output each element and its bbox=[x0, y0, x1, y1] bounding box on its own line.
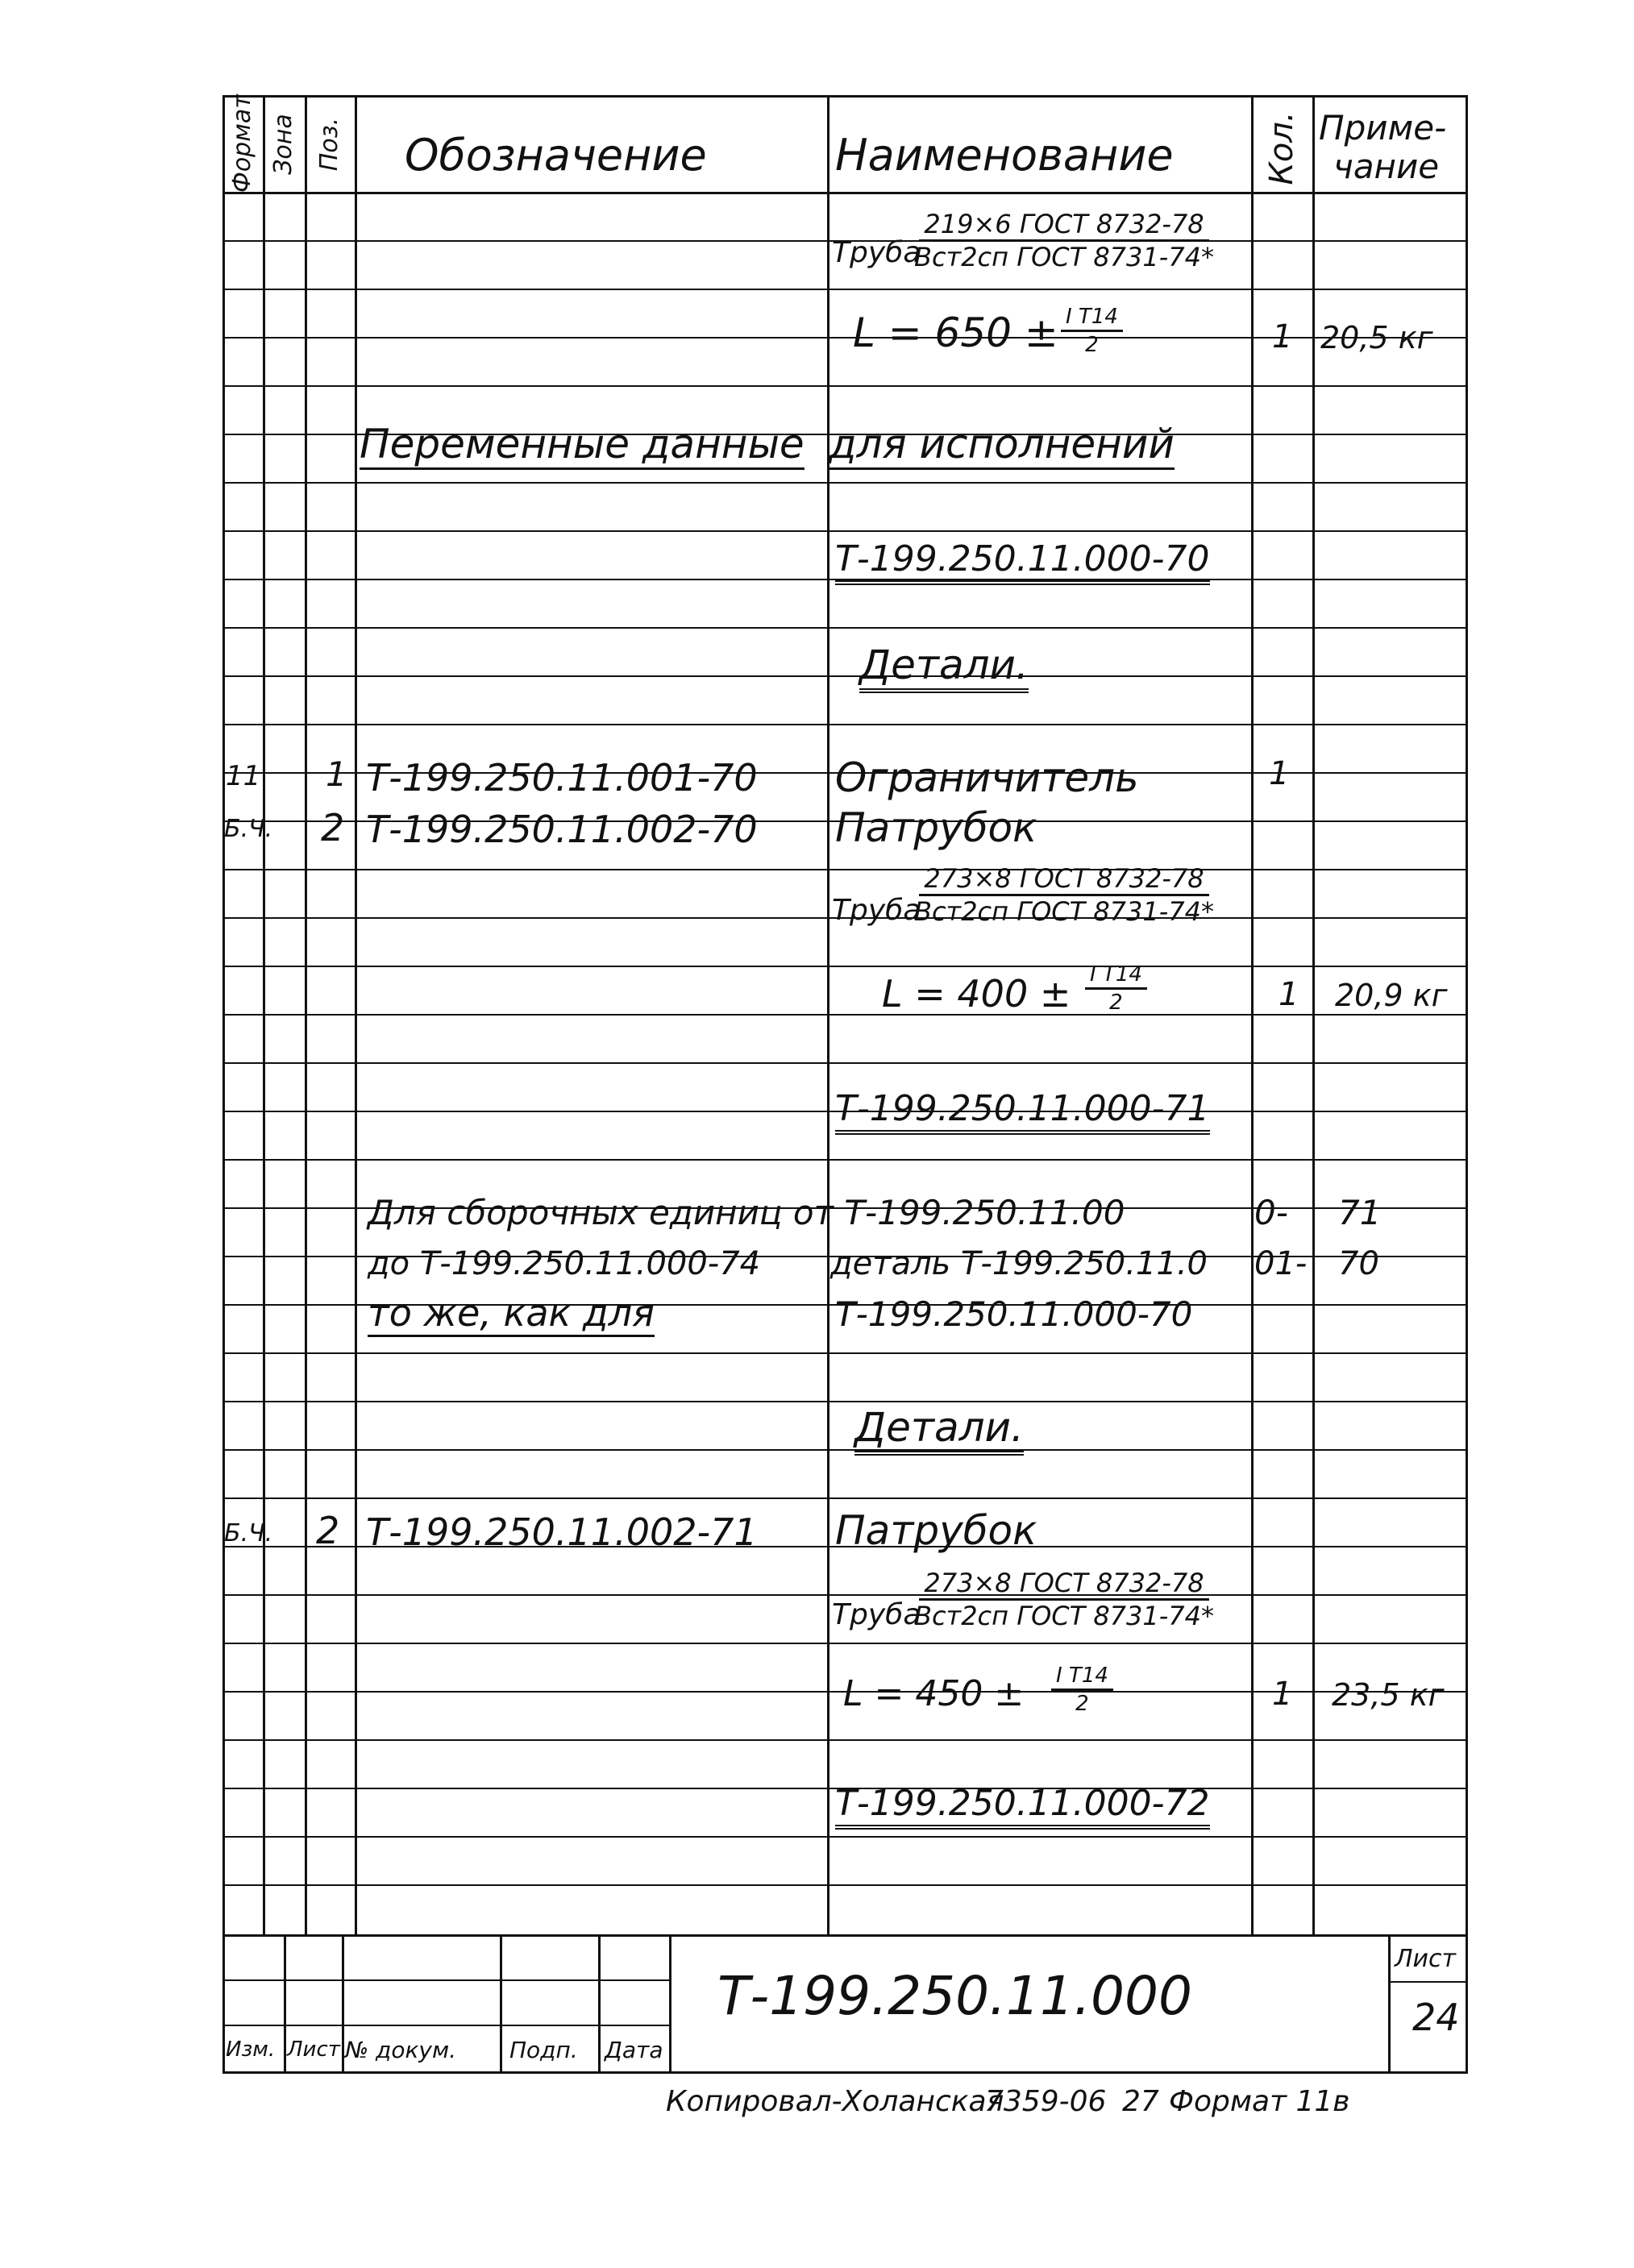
length2-tol-den: 2 bbox=[1109, 991, 1123, 1015]
header-bottom-line bbox=[222, 192, 1468, 194]
length3-tolerance bbox=[1051, 1665, 1113, 1714]
length1-tol-num: I T14 bbox=[1061, 306, 1123, 332]
header-format: Формат bbox=[228, 94, 256, 193]
variant-70-heading: Т-199.250.11.000-70 bbox=[835, 542, 1210, 585]
pipe1-size: 219×6 ГОСТ 8732-78 bbox=[919, 211, 1208, 242]
length2-mass: 20,9 кг bbox=[1335, 978, 1448, 1013]
tb-sheet-label: Лист bbox=[1395, 1945, 1457, 1973]
note-line2-name-part: деталь Т-199.250.11.0 bbox=[830, 1245, 1208, 1282]
item2-name: Патрубок bbox=[835, 804, 1037, 851]
length3-qty: 1 bbox=[1272, 1676, 1293, 1713]
tb-label-change: Изм. bbox=[226, 2037, 276, 2062]
item1-qty: 1 bbox=[1269, 755, 1290, 792]
row-line bbox=[222, 1836, 1468, 1838]
length1-tol-den: 2 bbox=[1085, 333, 1099, 357]
pipe3-steel: Вст2сп ГОСТ 8731-74* bbox=[914, 1601, 1215, 1631]
item3-position: 2 bbox=[316, 1509, 340, 1552]
note-line1-qty-part: 0- bbox=[1254, 1193, 1288, 1232]
tb-vert-2 bbox=[284, 1934, 286, 2071]
pipe2-steel: Вст2сп ГОСТ 8731-74* bbox=[914, 896, 1215, 927]
length3-value: L = 450 ± bbox=[843, 1673, 1025, 1714]
footer-number: 27 bbox=[1122, 2085, 1159, 2118]
pipe2-material-fraction bbox=[914, 863, 1215, 927]
row-line bbox=[222, 1159, 1468, 1161]
row-line bbox=[222, 869, 1468, 870]
row-line bbox=[222, 530, 1468, 532]
length1-qty: 1 bbox=[1272, 318, 1293, 355]
tb-sheet-number: 24 bbox=[1412, 1996, 1460, 2039]
row-line bbox=[222, 724, 1468, 725]
details-heading-2: Детали. bbox=[854, 1407, 1024, 1456]
tb-sheet-divider bbox=[1388, 1981, 1468, 1983]
row-line bbox=[222, 675, 1468, 677]
tb-vert-4 bbox=[500, 1934, 502, 2071]
item2-format: Б.Ч. bbox=[224, 815, 273, 843]
item2-designation: Т-199.250.11.002-70 bbox=[366, 808, 758, 851]
pipe3-material-fraction bbox=[914, 1570, 1214, 1629]
tb-vert-3 bbox=[342, 1934, 344, 2071]
item3-format: Б.Ч. bbox=[224, 1519, 273, 1547]
row-line bbox=[222, 966, 1468, 967]
row-line bbox=[222, 1352, 1468, 1354]
item1-format: 11 bbox=[226, 760, 261, 792]
item1-designation: Т-199.250.11.001-70 bbox=[366, 756, 758, 800]
pipe2-word: Труба bbox=[832, 894, 921, 927]
frame-bottom-border bbox=[222, 2071, 1468, 2074]
note-line2-note-part: 70 bbox=[1338, 1245, 1379, 1282]
row-line bbox=[222, 1594, 1468, 1596]
row-line bbox=[222, 1401, 1468, 1402]
pipe1-steel: Вст2сп ГОСТ 8731-74* bbox=[914, 242, 1215, 272]
length1-tolerance bbox=[1061, 306, 1123, 355]
note-line2-qty-part: 01- bbox=[1254, 1245, 1308, 1282]
variant-71-heading: Т-199.250.11.000-71 bbox=[835, 1091, 1210, 1135]
item1-name: Ограничитель bbox=[835, 754, 1139, 801]
row-line bbox=[222, 1739, 1468, 1741]
tb-label-sign: Подп. bbox=[509, 2037, 578, 2063]
tb-row-line bbox=[222, 2025, 669, 2026]
row-line bbox=[222, 1884, 1468, 1886]
note-line1-text: Для сборочных единиц от Т-199.250.11.00 bbox=[368, 1193, 1125, 1232]
length1-value: L = 650 ± bbox=[853, 309, 1058, 356]
item3-name: Патрубок bbox=[835, 1507, 1037, 1554]
row-line bbox=[222, 385, 1468, 387]
length3-tol-den: 2 bbox=[1075, 1692, 1089, 1716]
note-line1-note-part: 71 bbox=[1338, 1193, 1382, 1232]
footer-copied-by: Копировал-Холанская bbox=[666, 2085, 1004, 2118]
length2-tol-num: I T14 bbox=[1085, 964, 1147, 990]
length3-tol-num: I T14 bbox=[1051, 1665, 1113, 1691]
row-line bbox=[222, 289, 1468, 290]
length3-mass: 23,5 кг bbox=[1332, 1677, 1445, 1713]
variant-72-heading: Т-199.250.11.000-72 bbox=[835, 1786, 1210, 1830]
item2-position: 2 bbox=[321, 806, 345, 849]
row-line bbox=[222, 1643, 1468, 1644]
footer-order: 7359-06 bbox=[985, 2085, 1107, 2118]
note-line3-text: то же, как для bbox=[368, 1294, 655, 1337]
pipe3-size: 273×8 ГОСТ 8732-78 bbox=[919, 1570, 1208, 1601]
pipe2-size: 273×8 ГОСТ 8732-78 bbox=[919, 866, 1208, 896]
document-number: Т-199.250.11.000 bbox=[717, 1965, 1192, 2027]
header-zone: Зона bbox=[269, 114, 297, 175]
header-note-line1: Приме- bbox=[1319, 108, 1447, 147]
row-line bbox=[222, 1497, 1468, 1499]
header-pos: Поз. bbox=[315, 117, 343, 172]
row-line bbox=[222, 1014, 1468, 1016]
row-line bbox=[222, 482, 1468, 484]
header-name: Наименование bbox=[835, 130, 1174, 181]
length2-qty: 1 bbox=[1279, 976, 1299, 1013]
tb-label-sheet: Лист bbox=[287, 2037, 340, 2062]
row-line bbox=[222, 1449, 1468, 1451]
header-note-line2: чание bbox=[1333, 147, 1440, 186]
note-line2-text: до Т-199.250.11.000-74 bbox=[368, 1245, 761, 1282]
tb-vert-6 bbox=[669, 1934, 671, 2071]
tb-vert-1 bbox=[222, 1934, 225, 2071]
frame-top-border bbox=[222, 95, 1468, 98]
tb-vert-7 bbox=[1388, 1934, 1391, 2071]
tb-label-doc-no: № докум. bbox=[345, 2037, 457, 2063]
table-bottom-line bbox=[222, 1934, 1468, 1937]
header-designation: Обозначение bbox=[405, 130, 707, 181]
tb-row-line bbox=[222, 1979, 669, 1981]
length2-tolerance bbox=[1085, 964, 1147, 1013]
header-qty: Кол. bbox=[1263, 111, 1300, 185]
length1-mass: 20,5 кг bbox=[1320, 320, 1433, 355]
tb-label-date: Дата bbox=[605, 2037, 663, 2063]
details-heading-1: Детали. bbox=[859, 645, 1029, 693]
item3-designation: Т-199.250.11.002-71 bbox=[366, 1510, 758, 1554]
pipe3-word: Труба bbox=[832, 1598, 921, 1631]
row-line bbox=[222, 627, 1468, 629]
item1-position: 1 bbox=[326, 754, 347, 794]
footer-format: Формат 11в bbox=[1169, 2085, 1350, 2118]
pipe1-word: Труба bbox=[832, 236, 921, 269]
note-line3-reference: Т-199.250.11.000-70 bbox=[835, 1294, 1193, 1334]
tb-vert-5 bbox=[598, 1934, 601, 2071]
variable-data-right: для исполнений bbox=[829, 424, 1175, 470]
pipe1-material-fraction bbox=[914, 211, 1214, 270]
variable-data-left: Переменные данные bbox=[360, 424, 805, 470]
row-line bbox=[222, 1062, 1468, 1064]
frame-right-border bbox=[1466, 95, 1468, 2071]
length2-value: L = 400 ± bbox=[882, 972, 1071, 1016]
